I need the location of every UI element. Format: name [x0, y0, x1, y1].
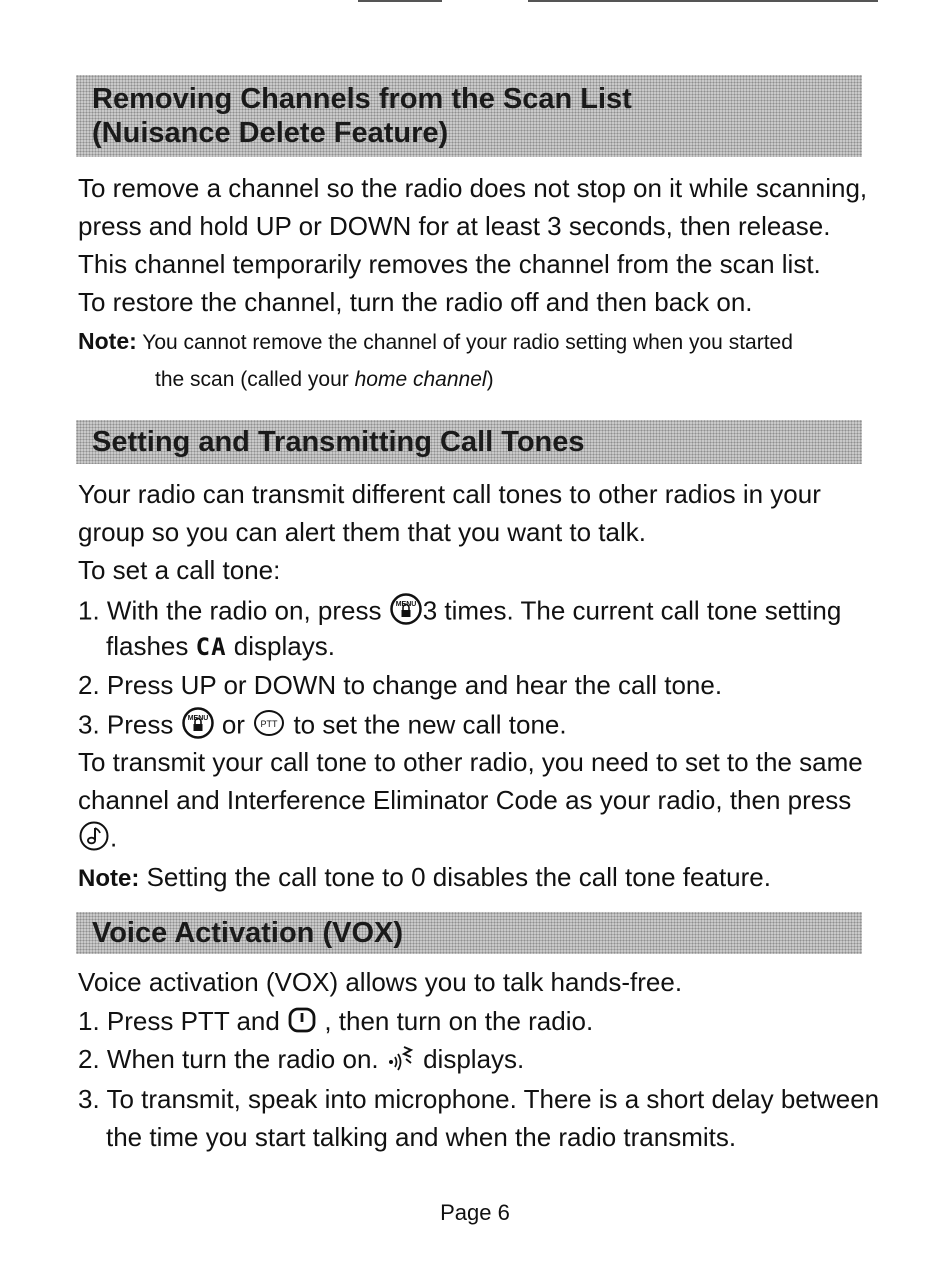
- note-line: [78, 861, 771, 895]
- step-text: displays.: [233, 631, 335, 661]
- body-line: group so you can alert them that you want to talk.: [78, 517, 646, 547]
- body-line: Voice activation (VOX) allows you to talk hands-free.: [78, 967, 683, 997]
- body-text: .: [110, 822, 118, 853]
- svg-text:MENU: MENU: [187, 715, 208, 722]
- step-text: 1. Press PTT and: [78, 1006, 280, 1036]
- call-tone-icon: [78, 820, 110, 859]
- body-line: Your radio can transmit different call tones to other radios in your: [78, 479, 821, 509]
- step-line: [78, 592, 841, 633]
- step-line: [106, 630, 335, 663]
- vox-icon: [386, 1044, 416, 1079]
- section-header-vox: [76, 912, 862, 954]
- svg-text:PTT: PTT: [260, 719, 278, 729]
- home-channel-term: home channel: [354, 368, 487, 391]
- step-text: 3. Press: [78, 709, 174, 740]
- section-title: Setting and Transmitting Call Tones: [92, 426, 585, 458]
- step-text: or: [221, 709, 245, 740]
- note-label: Note:: [78, 865, 140, 892]
- step-line: 2. Press UP or DOWN to change and hear the call tone.: [78, 670, 723, 700]
- step-line: the time you start talking and when the radio transmits.: [106, 1122, 737, 1152]
- section-title-line: Removing Channels from the Scan List: [92, 83, 632, 115]
- note-text: the scan (called your: [155, 368, 349, 391]
- body-line: To restore the channel, turn the radio off and then back on.: [78, 287, 753, 317]
- step-line: 3. To transmit, speak into microphone. There is a short delay between: [78, 1084, 880, 1114]
- step-text: 1. With the radio on, press: [78, 595, 382, 626]
- section-header-call-tones: [76, 420, 862, 464]
- body-line: channel and Interference Eliminator Code as your radio, then press: [78, 785, 852, 815]
- step-text: 3 times. The current call tone setting: [422, 595, 842, 626]
- menu-lock-icon: [389, 592, 423, 633]
- step-line: [78, 1005, 593, 1041]
- top-rule: [358, 0, 442, 2]
- step-text: 2. When turn the radio on.: [78, 1044, 379, 1074]
- body-line: This channel temporarily removes the channel from the scan list.: [78, 249, 821, 279]
- note-line: [155, 366, 494, 394]
- body-line: [78, 820, 117, 859]
- body-line: press and hold UP or DOWN for at least 3 seconds, then release.: [78, 211, 831, 241]
- note-text: ): [486, 368, 494, 391]
- lcd-call-tone-display: CA: [195, 633, 227, 661]
- step-text: flashes: [106, 631, 189, 661]
- menu-lock-icon: [181, 706, 215, 747]
- body-line: To transmit your call tone to other radio, you need to set to the same: [78, 747, 863, 777]
- step-text: displays.: [423, 1044, 525, 1074]
- body-line: To remove a channel so the radio does not stop on it while scanning,: [78, 173, 868, 203]
- step-text: , then turn on the radio.: [324, 1006, 594, 1036]
- step-text: to set the new call tone.: [293, 709, 567, 740]
- power-icon: [287, 1006, 317, 1041]
- note-label: Note:: [78, 328, 137, 354]
- section-title: Voice Activation (VOX): [92, 917, 403, 949]
- note-line: [78, 327, 793, 357]
- note-text: You cannot remove the channel of your radio setting when you started: [142, 331, 793, 354]
- svg-text:MENU: MENU: [395, 601, 417, 608]
- page-number: Page 6: [440, 1200, 510, 1225]
- section-title-line: (Nuisance Delete Feature): [92, 117, 449, 149]
- step-line: [78, 1043, 524, 1079]
- step-line: [78, 706, 567, 747]
- top-rule: [528, 0, 878, 2]
- note-text: Setting the call tone to 0 disables the call tone feature.: [146, 862, 771, 892]
- body-line: To set a call tone:: [78, 555, 281, 585]
- section-header-scan-list: [76, 75, 862, 157]
- ptt-icon: [252, 708, 286, 745]
